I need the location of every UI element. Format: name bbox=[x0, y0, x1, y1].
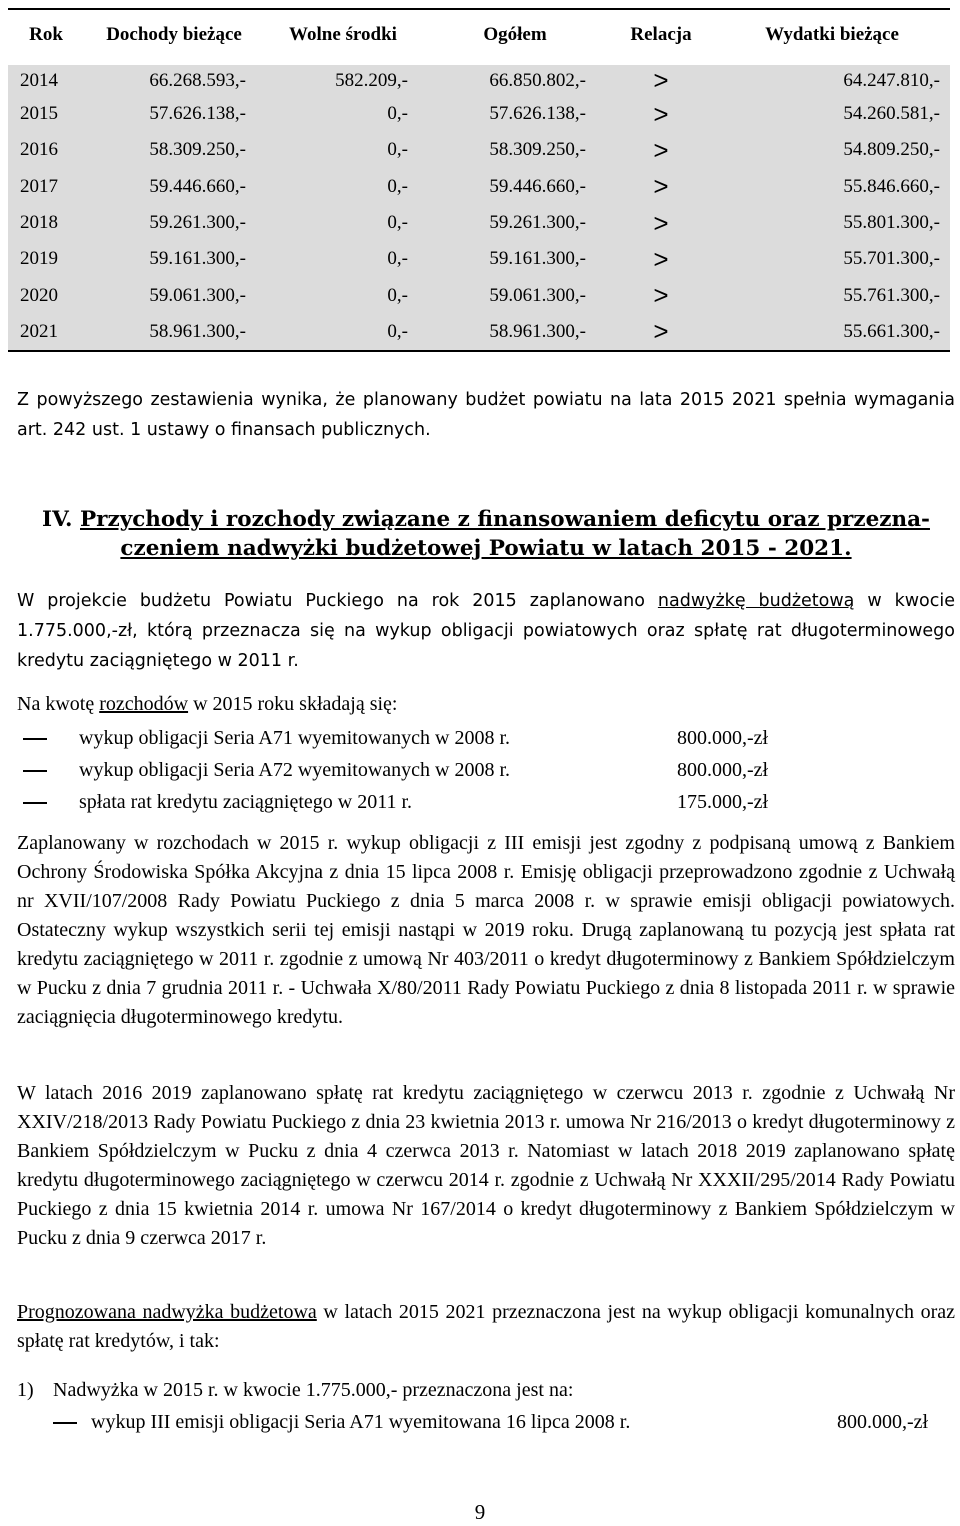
cell-year: 2015 bbox=[20, 103, 58, 125]
cell-current-income: 58.309.250,- bbox=[149, 139, 246, 161]
section-heading bbox=[17, 505, 955, 563]
budget-table bbox=[8, 8, 950, 352]
forecast-term: Prognozowana nadwyżka budżetowa bbox=[17, 1301, 317, 1323]
dash-bullet bbox=[23, 738, 47, 740]
outflow-amount: 800.000,-zł bbox=[677, 759, 769, 781]
list-marker: 1) bbox=[17, 1379, 34, 1401]
dash-bullet bbox=[23, 802, 47, 804]
cell-current-income: 59.161.300,- bbox=[149, 248, 246, 270]
cell-relation: > bbox=[608, 62, 714, 96]
cell-current-expenses: 55.846.660,- bbox=[843, 175, 940, 197]
outflow-item bbox=[17, 788, 955, 817]
cell-current-expenses: 55.801.300,- bbox=[843, 212, 940, 234]
table-row bbox=[8, 96, 950, 132]
forecast-paragraph bbox=[17, 1298, 955, 1356]
cell-current-expenses: 55.661.300,- bbox=[714, 314, 950, 351]
list-subitem-amount: 800.000,-zł bbox=[837, 1411, 929, 1433]
cell-relation: > bbox=[653, 98, 669, 129]
cell-total: 58.309.250,- bbox=[489, 139, 586, 161]
col-header-year: Rok bbox=[8, 9, 84, 62]
list-item-text: Nadwyżka w 2015 r. w kwocie 1.775.000,- przeznaczona jest na: bbox=[53, 1379, 574, 1401]
cell-free-funds: 0,- bbox=[387, 139, 408, 161]
cell-free-funds: 0,- bbox=[387, 212, 408, 234]
surplus-text-start: W projekcie budżetu Powiatu Puckiego na rok 2015 zaplanowano bbox=[17, 591, 658, 611]
cell-current-expenses: 55.701.300,- bbox=[843, 248, 940, 270]
cell-current-expenses: 54.809.250,- bbox=[843, 139, 940, 161]
cell-relation: > bbox=[653, 171, 669, 202]
cell-relation: > bbox=[653, 243, 669, 274]
bonds-paragraph: Zaplanowany w rozchodach w 2015 r. wykup obligacji z III emisji jest zgodny z podpisaną umową z Bankiem Ochrony Środowiska Spółka Akcyjna z dnia 15 lipca 2008 r. Emisję obligacji przeprowadzono zgodnie z Uchwałą nr XVII/107/2008 Rady Powiatu Puckiego z dnia 5 marca 2008 r. w sprawie emisji obligacji powiatowych. Ostateczny wykup wszystkich serii tej emisji nastąpi w 2019 roku. Drugą zaplanowaną tu pozycją jest spłata rat kredytu zaciągniętego w 2011 r. zgodnie z umową Nr 403/2011 o kredyt długoterminowy z Bankiem Spółdzielczym w Pucku z dnia 7 grudnia 2011 r. - Uchwała X/80/2011 Rady Powiatu Puckiego z dnia 8 listopada 2011 r. w sprawie zaciągnięcia długoterminowego kredytu. bbox=[17, 832, 955, 1028]
outflow-label: spłata rat kredytu zaciągniętego w 2011 r. bbox=[79, 791, 413, 813]
col-header-current-income: Dochody bieżące bbox=[84, 9, 264, 62]
credits-paragraph: W latach 2016 2019 zaplanowano spłatę rat kredytu zaciągniętego w czerwcu 2013 r. zgodnie z Uchwałą Nr XXIV/218/2013 Rady Powiatu Puckiego z dnia 23 kwietnia 2013 r. umowa Nr 216/2013 o kredyt długoterminowy z Bankiem Spółdzielczym w Pucku z dnia 4 czerwca 2013 r. Natomiast w latach 2018 2019 zaplanowano spłatę kredytu długoterminowego zaciągniętego w czerwcu 2014 r. zgodnie z Uchwałą Nr XXXII/295/2014 Rady Powiatu Puckiego z dnia 15 kwietnia 2014 r. umowa Nr 167/2014 o kredyt długoterminowy z Bankiem Spółdzielczym w Pucku z dnia 9 czerwca 2017 r. bbox=[17, 1082, 955, 1249]
cell-current-income: 59.446.660,- bbox=[149, 175, 246, 197]
col-header-current-expenses: Wydatki bieżące bbox=[714, 9, 950, 62]
cell-free-funds: 0,- bbox=[387, 284, 408, 306]
cell-year: 2019 bbox=[20, 248, 58, 270]
outflows-intro-end: w 2015 roku składają się: bbox=[188, 693, 398, 715]
surplus-term: nadwyżkę budżetową bbox=[657, 591, 855, 611]
cell-total: 59.261.300,- bbox=[489, 212, 586, 234]
list-item bbox=[17, 1376, 955, 1405]
table-row bbox=[8, 169, 950, 205]
col-header-free-funds: Wolne środki bbox=[264, 9, 422, 62]
cell-total: 59.446.660,- bbox=[489, 175, 586, 197]
table-row bbox=[8, 205, 950, 241]
list-subitem bbox=[17, 1408, 955, 1437]
cell-current-income: 58.961.300,- bbox=[84, 314, 264, 351]
table-row bbox=[8, 277, 950, 313]
numbered-list bbox=[17, 1376, 955, 1437]
col-header-total: Ogółem bbox=[422, 9, 608, 62]
list-subitem-label: wykup III emisji obligacji Seria A71 wyemitowana 16 lipca 2008 r. bbox=[91, 1411, 631, 1433]
cell-year: 2014 bbox=[8, 62, 84, 96]
table-row bbox=[8, 314, 950, 351]
cell-total: 58.961.300,- bbox=[422, 314, 608, 351]
outflows-term: rozchodów bbox=[99, 693, 189, 715]
cell-relation: > bbox=[653, 207, 669, 238]
cell-year: 2018 bbox=[20, 212, 58, 234]
table-row bbox=[8, 62, 950, 96]
col-header-relation: Relacja bbox=[608, 9, 714, 62]
outflow-amount: 175.000,-zł bbox=[677, 791, 769, 813]
cell-free-funds: 582.209,- bbox=[264, 62, 422, 96]
summary-paragraph: Z powyższego zestawienia wynika, że planowany budżet powiatu na lata 2015 2021 spełnia wymagania art. 242 ust. 1 ustawy o finansach publicznych. bbox=[17, 390, 955, 440]
cell-year: 2016 bbox=[20, 139, 58, 161]
outflows-block bbox=[17, 690, 955, 817]
section-title-line1: Przychody i rozchody związane z finansowaniem deficytu oraz przezna- bbox=[80, 507, 930, 532]
cell-current-income: 59.261.300,- bbox=[149, 212, 246, 234]
cell-total: 59.161.300,- bbox=[489, 248, 586, 270]
dash-bullet bbox=[23, 770, 47, 772]
outflow-label: wykup obligacji Seria A71 wyemitowanych w 2008 r. bbox=[79, 727, 511, 749]
table-header-row bbox=[8, 9, 950, 62]
section-number: IV. bbox=[42, 507, 73, 532]
outflows-intro-start: Na kwotę bbox=[17, 693, 100, 715]
surplus-text-end: w kwocie 1.775.000,-zł, którą przeznacza się na wykup obligacji powiatowych oraz spłatę rat długoterminowego kredytu zaciągniętego w 2011 r. bbox=[17, 591, 956, 671]
outflows-intro bbox=[17, 690, 955, 719]
cell-total: 57.626.138,- bbox=[489, 103, 586, 125]
cell-current-expenses: 54.260.581,- bbox=[843, 103, 940, 125]
cell-free-funds: 0,- bbox=[387, 103, 408, 125]
cell-relation: > bbox=[608, 314, 714, 351]
forecast-text: w latach 2015 2021 przeznaczona jest na wykup obligacji komunalnych oraz spłatę rat kredytów, i tak: bbox=[17, 1301, 956, 1352]
outflow-item bbox=[17, 756, 955, 785]
cell-current-expenses: 64.247.810,- bbox=[714, 62, 950, 96]
section-title-line2: czeniem nadwyżki budżetowej Powiatu w latach 2015 - 2021. bbox=[120, 536, 852, 561]
dash-bullet bbox=[53, 1422, 77, 1424]
page-number: 9 bbox=[474, 1500, 486, 1524]
cell-current-expenses: 55.761.300,- bbox=[843, 284, 940, 306]
cell-free-funds: 0,- bbox=[387, 248, 408, 270]
table-body bbox=[8, 62, 950, 351]
cell-current-income: 66.268.593,- bbox=[84, 62, 264, 96]
cell-total: 59.061.300,- bbox=[489, 284, 586, 306]
cell-year: 2021 bbox=[8, 314, 84, 351]
table-row bbox=[8, 241, 950, 277]
cell-relation: > bbox=[653, 134, 669, 165]
outflow-item bbox=[17, 724, 955, 753]
outflow-label: wykup obligacji Seria A72 wyemitowanych w 2008 r. bbox=[79, 759, 511, 781]
cell-total: 66.850.802,- bbox=[422, 62, 608, 96]
cell-year: 2020 bbox=[20, 284, 58, 306]
table-row bbox=[8, 132, 950, 168]
outflow-amount: 800.000,-zł bbox=[677, 727, 769, 749]
cell-year: 2017 bbox=[20, 175, 58, 197]
cell-relation: > bbox=[653, 280, 669, 311]
cell-current-income: 57.626.138,- bbox=[149, 103, 246, 125]
cell-current-income: 59.061.300,- bbox=[149, 284, 246, 306]
cell-free-funds: 0,- bbox=[387, 175, 408, 197]
surplus-paragraph bbox=[17, 586, 955, 676]
cell-free-funds: 0,- bbox=[264, 314, 422, 351]
